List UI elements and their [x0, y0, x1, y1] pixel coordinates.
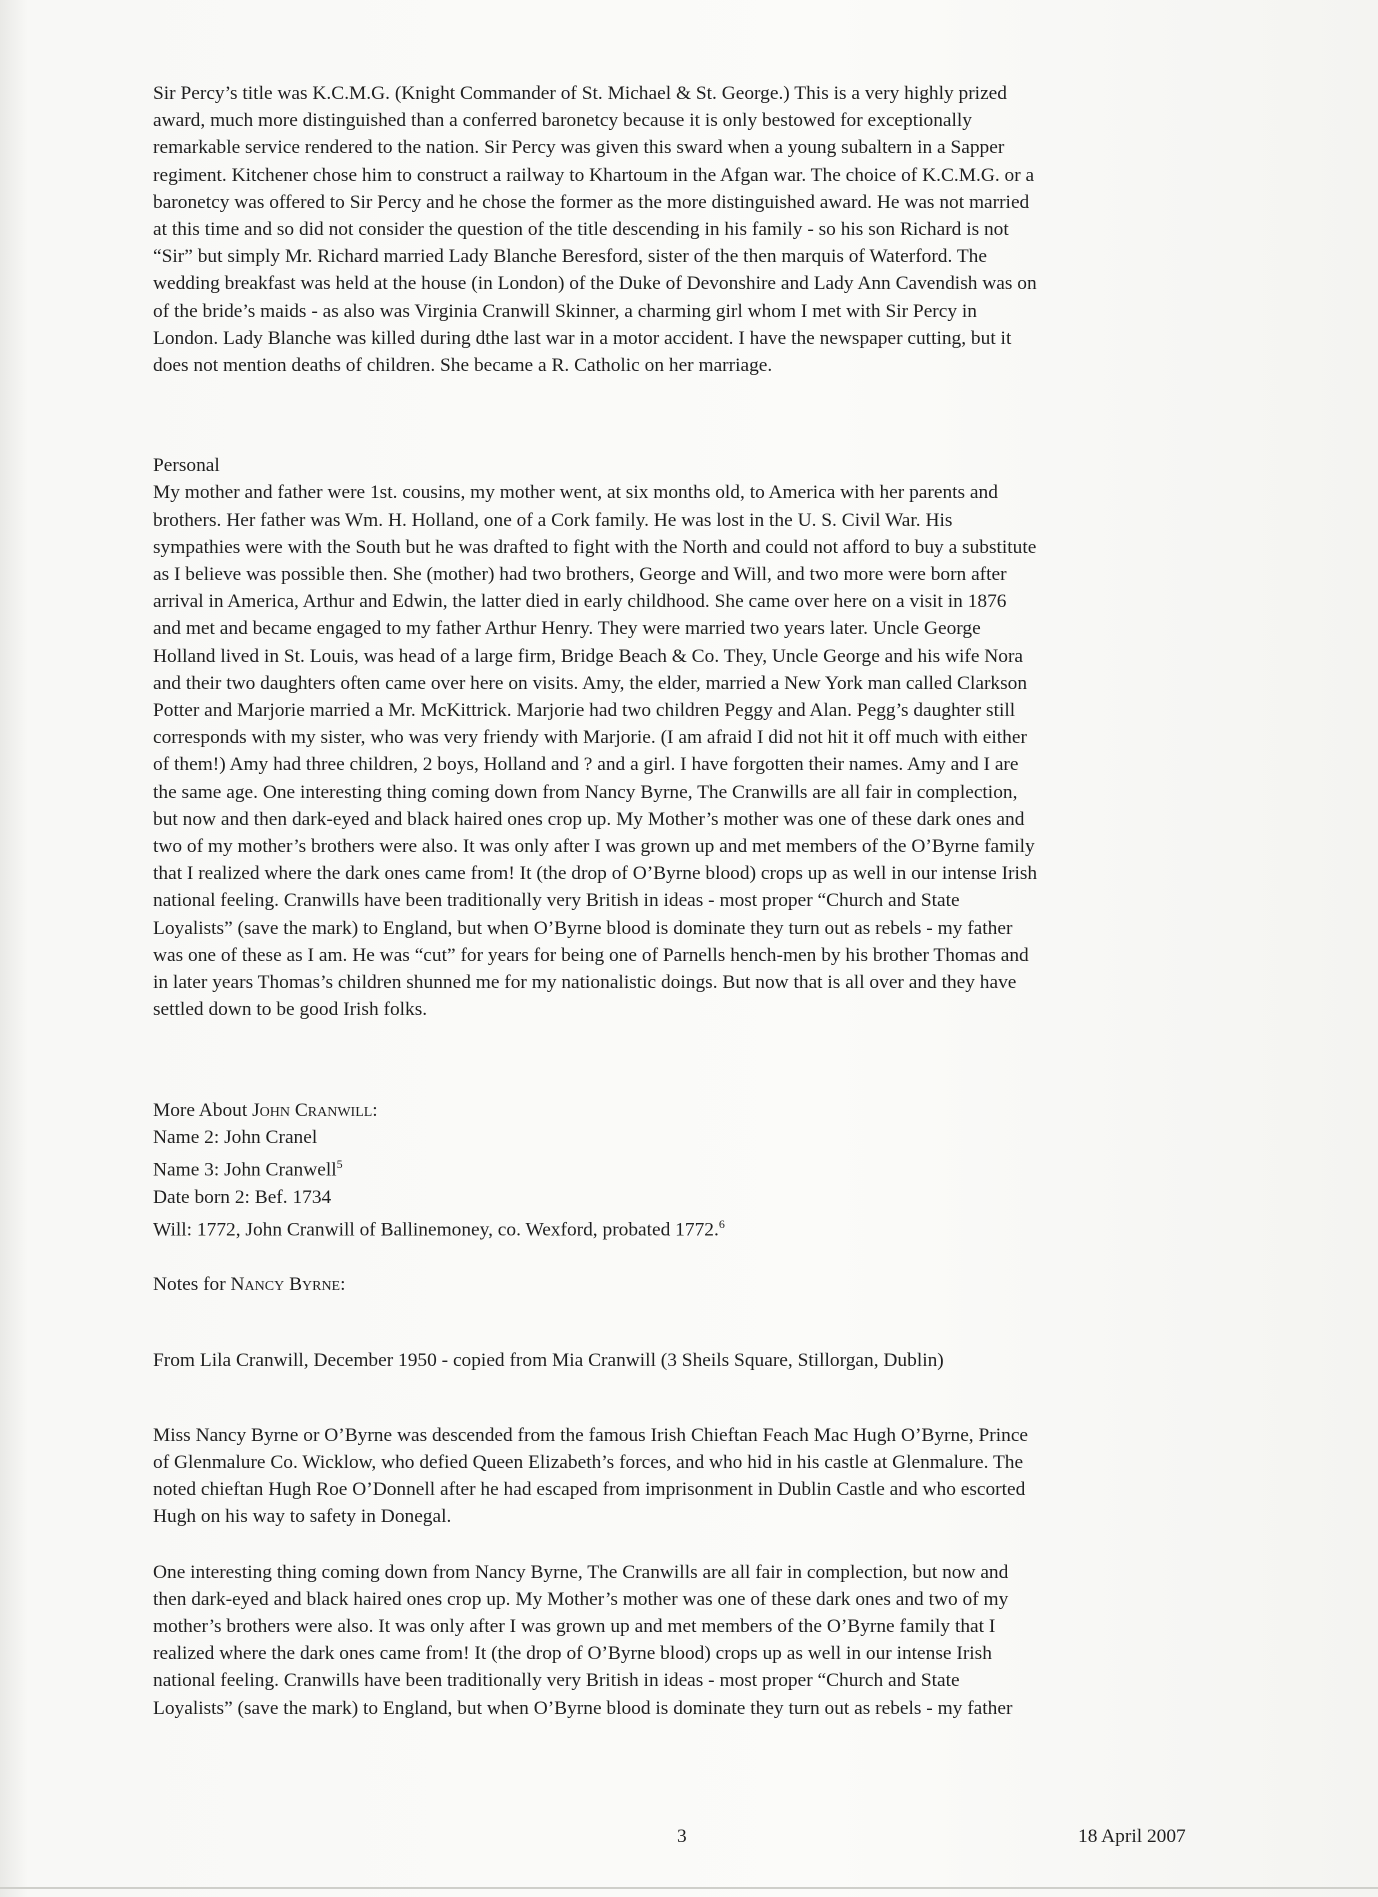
name-3-line: Name 3: John Cranwell$^5$ [153, 1156, 343, 1181]
spacer [153, 379, 1213, 452]
person-name: John Cranwill: [252, 1099, 378, 1121]
document-body [153, 80, 1213, 1722]
notes-for-nancy-byrne-heading: Notes for Nancy Byrne: [153, 1274, 346, 1296]
more-about-john-cranwill [153, 1097, 1213, 1244]
spacer [153, 1299, 1213, 1347]
page-number: 3 [677, 1826, 687, 1847]
footer-date: 18 April 2007 [1078, 1826, 1186, 1847]
date-born-line: Date born 2: Bef. 1734 [153, 1186, 332, 1208]
spacer [153, 1374, 1213, 1422]
paragraph-nancy-byrne: Miss Nancy Byrne or O’Byrne was descended from the famous Irish Chieftan Feach Mac Hugh O’Byrne, Prince of Glenmalure Co. Wicklow, who defied Queen Elizabeth’s forces, and who hid in his castle at Glenmalure. The noted chieftan Hugh Roe O’Donnell after he had escaped from imprisonment in Dublin Castle and who escorted Hugh on his way to safety in Donegal. [153, 1424, 1029, 1528]
paragraph-sir-percy-title: Sir Percy’s title was K.C.M.G. (Knight Commander of St. Michael & St. George.) This is a very highly prized award, much more distinguished than a conferred baronetcy because it is only bestowed for exceptionally remarkable service rendered to the nation. Sir Percy was given this sward when a young subaltern in a Sapper regiment. Kitchener chose him to construct a railway to Khartoum in the Afgan war. The choice of K.C.M.G. or a baronetcy was offered to Sir Percy and he chose the former as the more distinguished award. He was not married at this time and so did not consider the question of the title descending in his family - so his son Richard is not “Sir” but simply Mr. Richard married Lady Blanche Beresford, sister of the then marquis of Waterford. The wedding breakfast was held at the house (in London) of the Duke of Devonshire and Lady Ann Cavendish was on of the bride’s maids - as also was Virginia Cranwill Skinner, a charming girl whom I met with Sir Percy in London. Lady Blanche was killed during dthe last war in a motor accident. I have the newspaper cutting, but it does not mention deaths of children. She became a R. Catholic on her marriage. [153, 83, 1037, 377]
footnote-ref: 5 [336, 1156, 343, 1171]
spacer [153, 1024, 1213, 1097]
source-line: From Lila Cranwill, December 1950 - copied from Mia Cranwill (3 Sheils Square, Stillorgan, Dublin) [153, 1349, 944, 1371]
spacer [153, 1531, 1213, 1559]
more-about-heading: More About John Cranwill: [153, 1099, 378, 1121]
paragraph-personal: My mother and father were 1st. cousins, my mother went, at six months old, to America with her parents and brothers. Her father was Wm. H. Holland, one of a Cork family. He was lost in the U. S. Civil War. His sympathies were with the South but he was drafted to fight with the North and could not afford to buy a substitute as I believe was possible then. She (mother) had two brothers, George and Will, and two more were born after arrival in America, Arthur and Edwin, the latter died in early childhood. She came over here on a visit in 1876 and met and became engaged to my father Arthur Henry. They were married two years later. Uncle George Holland lived in St. Louis, was head of a large firm, Bridge Beach & Co. They, Uncle George and his wife Nora and their two daughters often came over here on visits. Amy, the elder, married a New York man called Clarkson Potter and Marjorie married a Mr. McKittrick. Marjorie had two children Peggy and Alan. Pegg’s daughter still corresponds with my sister, who was very friendy with Marjorie. (I am afraid I did not hit it off much with either of them!) Amy had three children, 2 boys, Holland and ? and a girl. I have forgotten their names. Amy and I are the same age. One interesting thing coming down from Nancy Byrne, The Cranwills are all fair in complection, but now and then dark-eyed and black haired ones crop up. My Mother’s mother was one of these dark ones and two of my mother’s brothers were also. It was only after I was grown up and met members of the O’Byrne family that I realized where the dark ones came from! It (the drop of O’Byrne blood) crops up as well in our intense Irish national feeling. Cranwills have been traditionally very British in ideas - most proper “Church and State Loyalists” (save the mark) to England, but when O’Byrne blood is dominate they turn out as rebels - my father was one of these as I am. He was “cut” for years for being one of Parnells hench-men by his brother Thomas and in later years Thomas’s children shunned me for my nationalistic doings. But now that is all over and they have settled down to be good Irish folks. [153, 482, 1038, 1021]
paragraph-interesting-thing: One interesting thing coming down from Nancy Byrne, The Cranwills are all fair in complection, but now and then dark-eyed and black haired ones crop up. My Mother’s mother was one of these dark ones and two of my mother’s brothers were also. It was only after I was grown up and met members of the O’Byrne family that I realized where the dark ones came from! It (the drop of O’Byrne blood) crops up as well in our intense Irish national feeling. Cranwills have been traditionally very British in ideas - most proper “Church and State Loyalists” (save the mark) to England, but when O’Byrne blood is dominate they turn out as rebels - my father [153, 1561, 1013, 1719]
footnote-ref: 6 [718, 1216, 725, 1231]
section-heading-personal: Personal [153, 455, 220, 477]
spacer [153, 1243, 1213, 1271]
will-line: Will: 1772, John Cranwill of Ballinemoney, co. Wexford, probated 1772.$^6$ [153, 1216, 725, 1241]
paper-edge [0, 1887, 1378, 1889]
person-name: Nancy Byrne: [230, 1274, 346, 1296]
name-2-line: Name 2: John Cranel [153, 1126, 318, 1148]
page-footer [0, 1826, 1378, 1856]
